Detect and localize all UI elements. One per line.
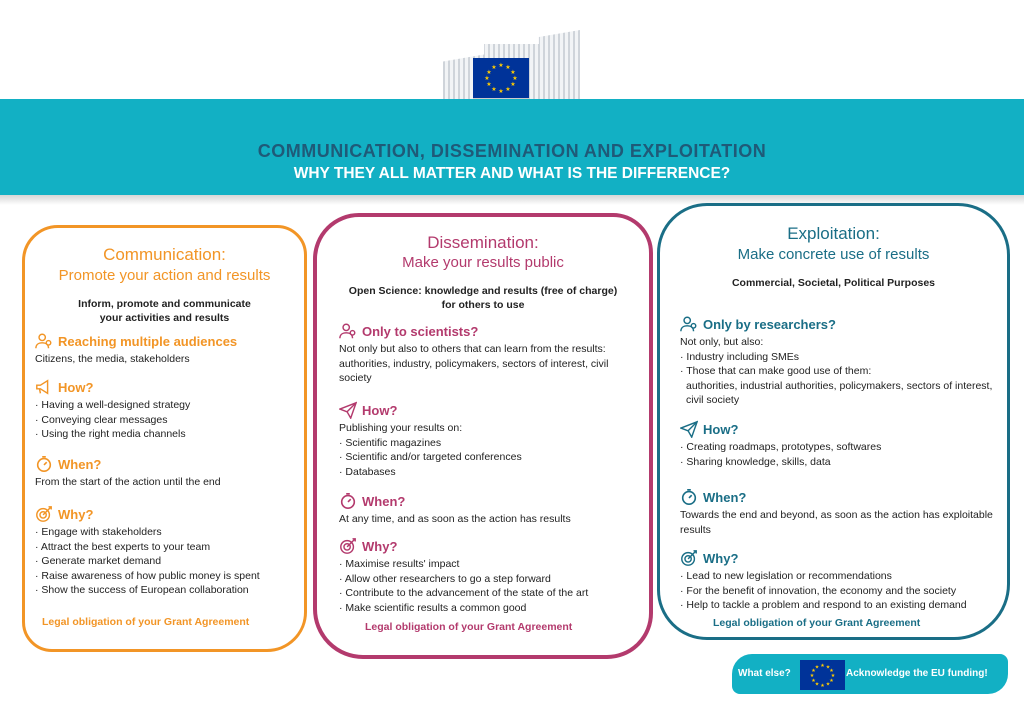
acknowledge-label: Acknowledge the EU funding!: [846, 668, 988, 679]
list-item: · Lead to new legislation or recommendations: [680, 569, 1005, 584]
svg-text:★: ★: [510, 81, 516, 88]
audience-heading: Only by researchers?: [703, 316, 836, 332]
list-item: · Scientific magazines: [339, 436, 639, 451]
exploitation-why-section: [680, 549, 1005, 613]
svg-text:★: ★: [820, 663, 825, 669]
how-intro: Publishing your results on:: [339, 422, 463, 434]
svg-text:★: ★: [811, 678, 816, 684]
eu-flag-icon: [473, 58, 529, 98]
exploitation-when-section: [680, 488, 1000, 537]
svg-text:★: ★: [811, 668, 816, 674]
when-text: Towards the end and beyond, as soon as the action has exploitable results: [680, 509, 993, 536]
list-item: · Using the right media channels: [35, 427, 300, 442]
exploitation-how-section: [680, 420, 1000, 469]
communication-how-section: [35, 378, 300, 442]
stopwatch-icon: [35, 455, 53, 473]
svg-text:★: ★: [829, 668, 834, 674]
communication-title: Communication:: [103, 245, 226, 264]
why-heading: Why?: [703, 550, 739, 566]
communication-why-list: [35, 525, 305, 598]
exploitation-audience-section: [680, 315, 1000, 408]
eu-flag-icon: [800, 660, 845, 690]
list-item: · Engage with stakeholders: [35, 525, 305, 540]
when-text: From the start of the action until the end: [35, 476, 221, 488]
list-item: · Creating roadmaps, prototypes, softwares: [680, 440, 1000, 455]
people-icon: [35, 332, 53, 350]
megaphone-icon: [35, 378, 53, 396]
list-item: · Conveying clear messages: [35, 413, 300, 428]
exploitation-title: Exploitation:: [787, 224, 880, 243]
when-heading: When?: [362, 493, 406, 509]
communication-how-list: [35, 398, 300, 442]
communication-why-section: [35, 505, 305, 598]
dissemination-lead: Open Science: knowledge and results (free of charge) for others to use: [348, 285, 618, 311]
header-banner: [0, 99, 1024, 195]
stopwatch-icon: [680, 488, 698, 506]
exploitation-how-list: [680, 440, 1000, 469]
when-text: At any time, and as soon as the action has results: [339, 513, 571, 525]
dissemination-why-list: [339, 557, 639, 615]
dissemination-card: [313, 213, 653, 659]
list-item: · For the benefit of innovation, the economy and the society: [680, 584, 1005, 599]
audience-text: Citizens, the media, stakeholders: [35, 353, 190, 365]
list-item: · Help to tackle a problem and respond to an existing demand: [680, 598, 1005, 613]
exploitation-why-list: [680, 569, 1005, 613]
audience-extra: authorities, industrial authorities, policymakers, sectors of interest, civil society: [686, 379, 993, 406]
svg-text:★: ★: [486, 69, 492, 76]
svg-text:★: ★: [829, 678, 834, 684]
exploitation-card: [657, 203, 1010, 640]
how-heading: How?: [703, 421, 739, 437]
communication-card: [22, 225, 307, 652]
list-item: · Maximise results' impact: [339, 557, 639, 572]
why-heading: Why?: [58, 506, 94, 522]
dissemination-why-section: [339, 537, 639, 615]
target-icon: [35, 505, 53, 523]
list-item: · Sharing knowledge, skills, data: [680, 455, 1000, 470]
what-else-label: What else?: [738, 668, 791, 679]
how-heading: How?: [362, 402, 398, 418]
svg-text:★: ★: [830, 673, 836, 679]
svg-text:★: ★: [512, 75, 518, 82]
list-item: · Raise awareness of how public money is spent: [35, 569, 305, 584]
list-item: · Make scientific results a common good: [339, 601, 639, 616]
svg-text:★: ★: [486, 81, 492, 88]
list-item: · Contribute to the advancement of the state of the art: [339, 586, 639, 601]
page-title: COMMUNICATION, DISSEMINATION AND EXPLOITATION: [257, 141, 767, 161]
dissemination-how-list: [339, 436, 639, 480]
svg-text:★: ★: [814, 664, 820, 671]
dissemination-how-section: [339, 401, 639, 479]
list-item: · Industry including SMEs: [680, 350, 1000, 365]
paper-plane-icon: [680, 420, 698, 438]
list-item: · Databases: [339, 465, 639, 480]
dissemination-legal: Legal obligation of your Grant Agreement: [365, 621, 573, 633]
when-heading: When?: [703, 489, 747, 505]
dissemination-when-section: [339, 492, 639, 527]
communication-legal: Legal obligation of your Grant Agreement: [42, 616, 250, 628]
svg-text:★: ★: [498, 88, 504, 95]
dissemination-audience-section: [339, 322, 639, 386]
svg-text:★: ★: [825, 664, 831, 671]
list-item: · Allow other researchers to go a step forward: [339, 572, 639, 587]
exploitation-audience-list: [680, 350, 1000, 379]
communication-subtitle: Promote your action and results: [58, 267, 271, 284]
dissemination-subtitle: Make your results public: [402, 254, 564, 271]
svg-text:★: ★: [498, 62, 504, 69]
svg-text:★: ★: [809, 673, 815, 679]
list-item: · Show the success of European collaboration: [35, 583, 305, 598]
acknowledge-funding-banner: [732, 654, 1008, 694]
list-item: · Having a well-designed strategy: [35, 398, 300, 413]
when-heading: When?: [58, 456, 102, 472]
svg-text:★: ★: [484, 75, 490, 82]
paper-plane-icon: [339, 401, 357, 419]
svg-text:★: ★: [814, 681, 820, 688]
svg-text:★: ★: [510, 69, 516, 76]
svg-text:★: ★: [825, 681, 831, 688]
svg-text:★: ★: [491, 64, 497, 71]
communication-audience-section: [35, 332, 300, 367]
dissemination-title: Dissemination:: [427, 233, 539, 252]
page-subtitle: WHY THEY ALL MATTER AND WHAT IS THE DIFFERENCE?: [293, 165, 731, 182]
audience-intro: Not only, but also:: [680, 336, 764, 348]
exploitation-subtitle: Make concrete use of results: [737, 246, 930, 263]
list-item: · Generate market demand: [35, 554, 305, 569]
audience-heading: Only to scientists?: [362, 323, 479, 339]
why-heading: Why?: [362, 538, 398, 554]
target-icon: [339, 537, 357, 555]
communication-lead: Inform, promote and communicate your activities and results: [78, 298, 251, 324]
svg-text:★: ★: [820, 683, 825, 689]
communication-when-section: [35, 455, 300, 490]
svg-text:★: ★: [505, 64, 511, 71]
svg-text:★: ★: [505, 86, 511, 93]
list-item: · Attract the best experts to your team: [35, 540, 305, 555]
audience-text: Not only but also to others that can learn from the results: authorities, industry, policymakers, sectors of interest, civil society: [339, 343, 609, 384]
people-icon: [339, 322, 357, 340]
audience-heading: Reaching multiple audiences: [58, 333, 238, 349]
exploitation-legal: Legal obligation of your Grant Agreement: [713, 617, 921, 629]
stopwatch-icon: [339, 492, 357, 510]
target-icon: [680, 549, 698, 567]
exploitation-lead: Commercial, Societal, Political Purposes: [731, 277, 936, 289]
list-item: · Scientific and/or targeted conferences: [339, 450, 639, 465]
how-heading: How?: [58, 379, 94, 395]
list-item: · Those that can make good use of them:: [680, 364, 1000, 379]
svg-text:★: ★: [491, 86, 497, 93]
people-icon: [680, 315, 698, 333]
